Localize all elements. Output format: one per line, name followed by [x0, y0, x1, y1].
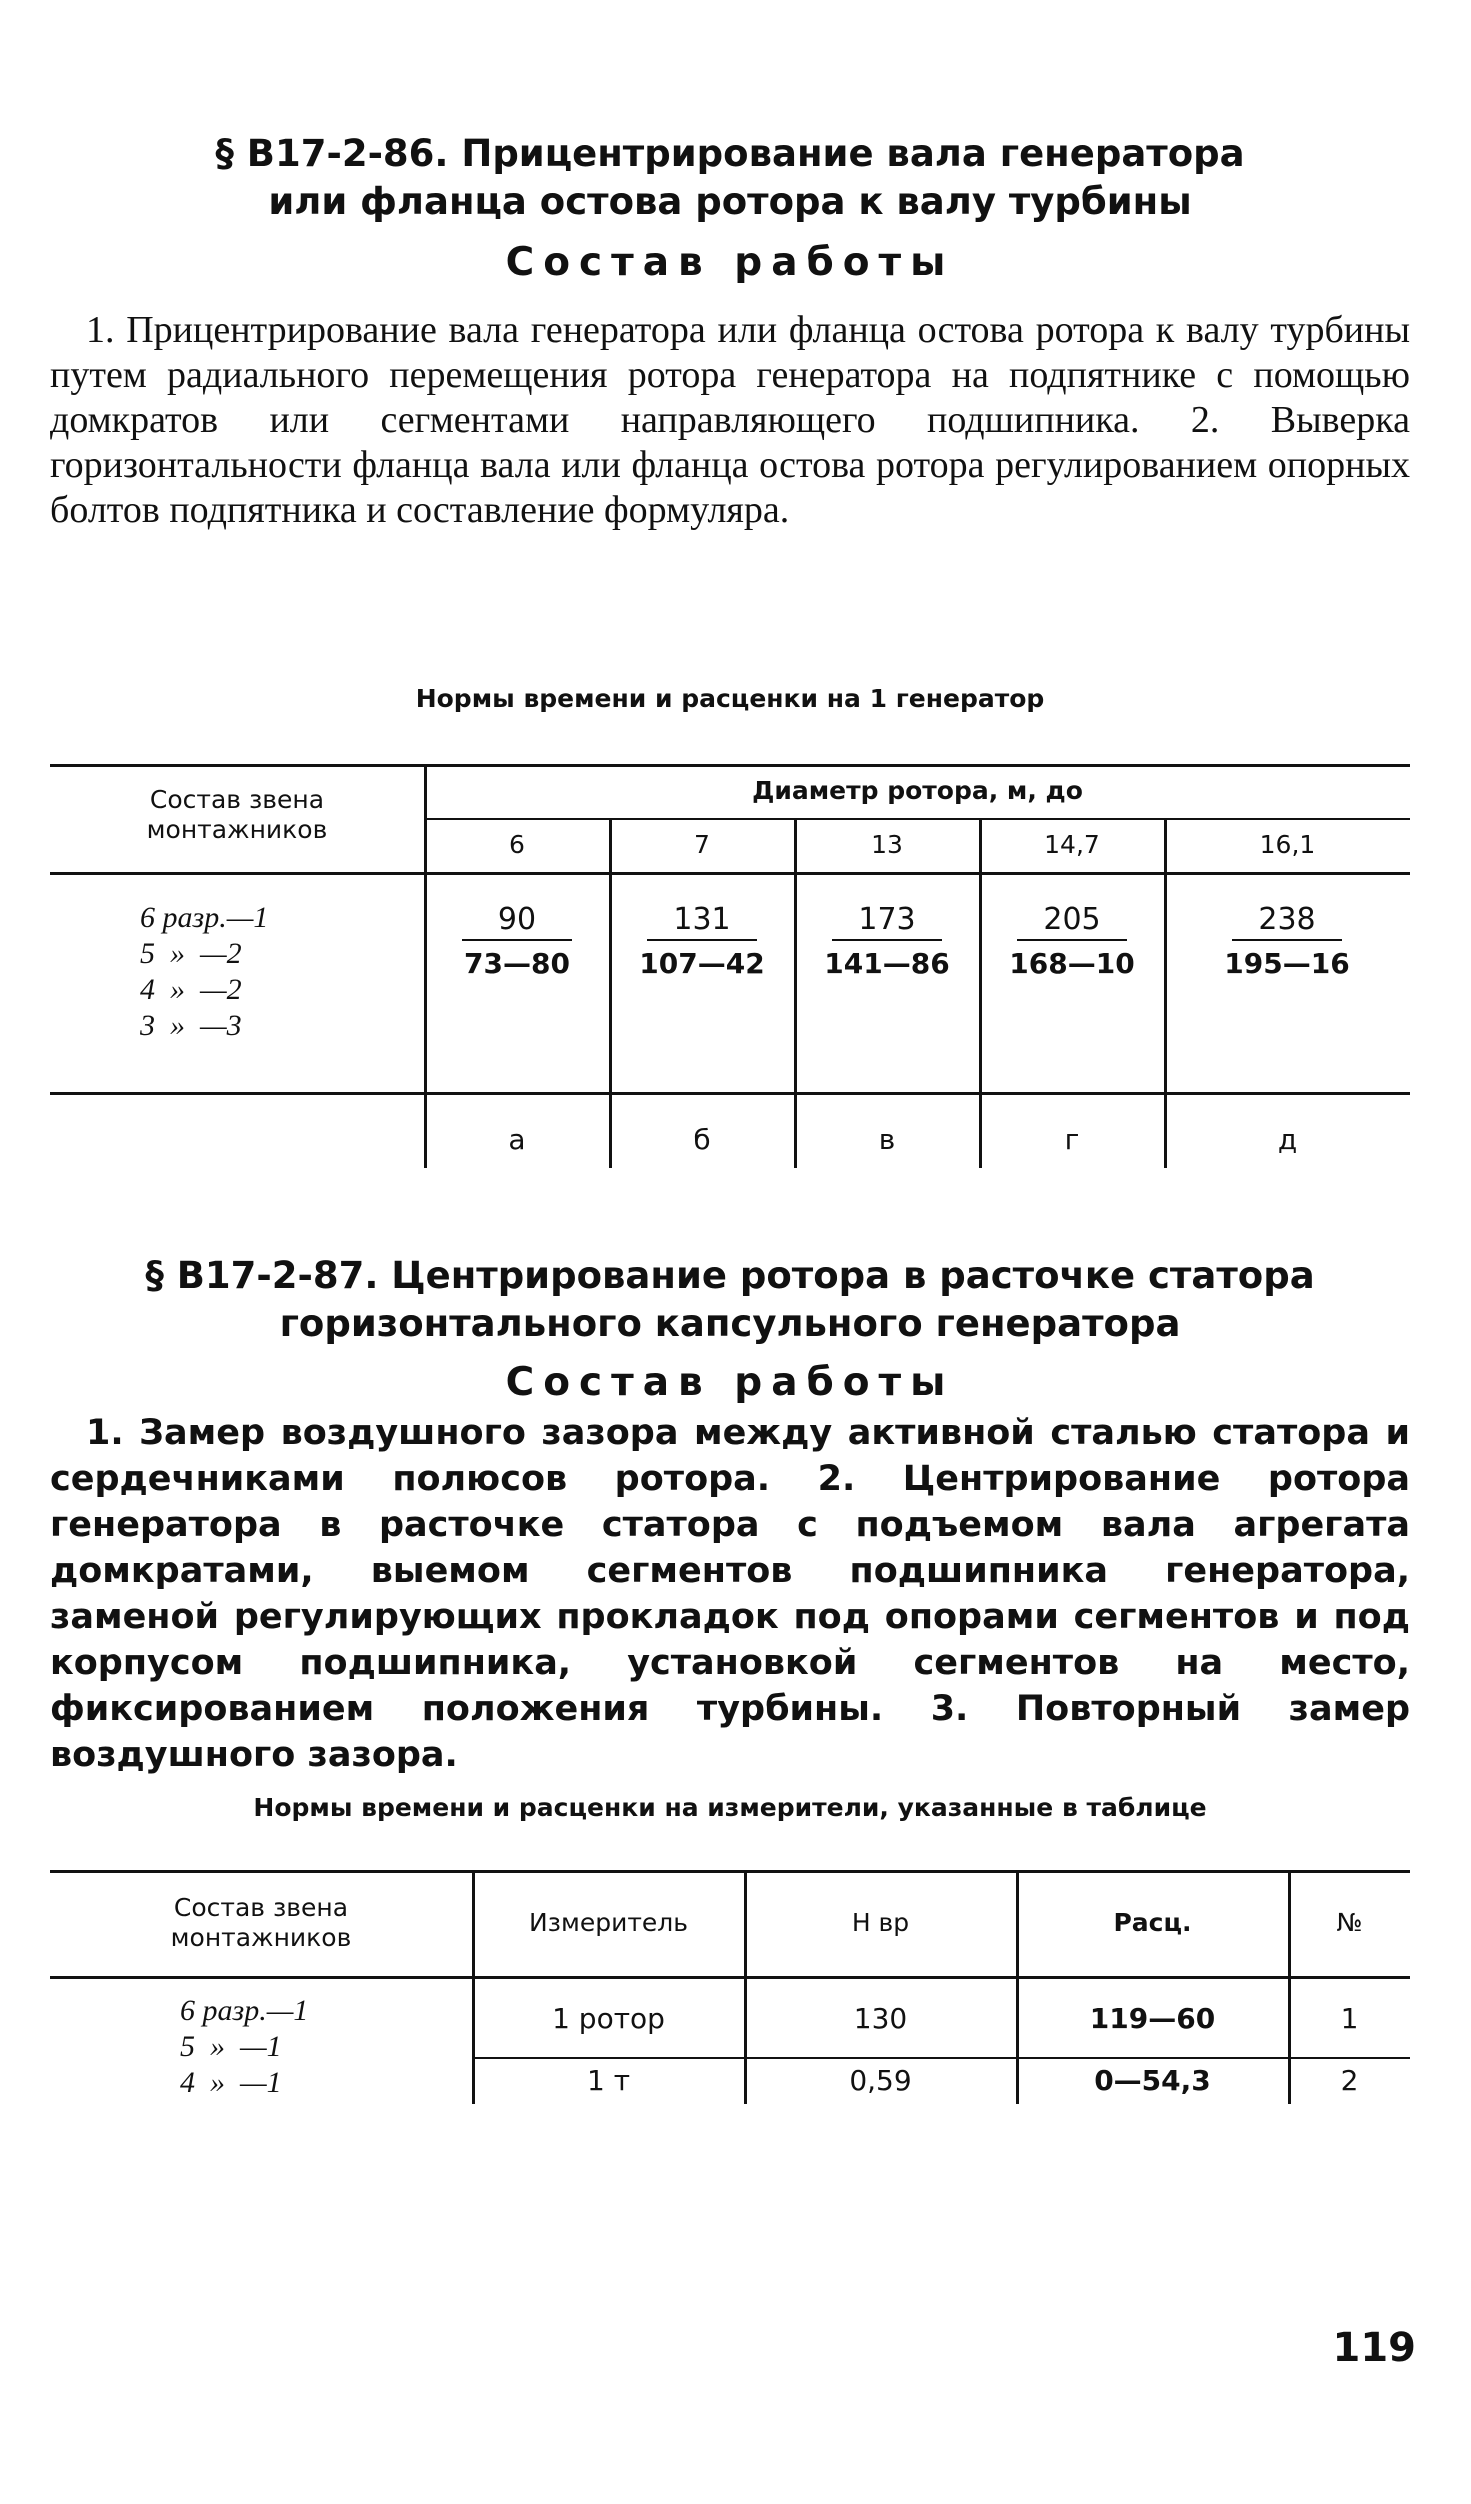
table1-price-b: 107—42: [639, 947, 765, 980]
table1-value-b: [612, 902, 792, 980]
table1-value-a: [427, 902, 607, 980]
table1-crew-row-2: 5 » —2: [140, 937, 242, 970]
table1-diameter-header: Диаметр ротора, м, до: [752, 776, 1083, 805]
table2-crew-row-3: 4 » —1: [180, 2066, 282, 2099]
table1-value-g: [982, 902, 1162, 980]
section-title-2-line-1: § В17-2-87. Центрирование ротора в расточке статора: [145, 1254, 1315, 1297]
table1-norm-v: 173: [832, 902, 942, 941]
work-heading-1: Состав работы: [505, 240, 955, 285]
table1-top-rule: [50, 764, 1410, 767]
table1-crew-row-1: 6 разр.—1: [140, 901, 269, 934]
section-title-1-line-2: или фланца остова ротора к валу турбины: [268, 180, 1192, 223]
table2-crew-row-1: 6 разр.—1: [180, 1994, 309, 2027]
table1-crew-header-line-1: Состав звена: [149, 785, 325, 814]
table1-letter-a: а: [508, 1123, 526, 1156]
table1-norm-a: 90: [462, 902, 572, 941]
table2-crew-header: [50, 1893, 472, 1953]
table1-diameter-14-7: 14,7: [1044, 830, 1100, 859]
table1-price-a: 73—80: [464, 947, 570, 980]
table2-norm-header: Н вр: [851, 1908, 910, 1937]
table1-value-v: [797, 902, 977, 980]
table2-top-rule: [50, 1870, 1410, 1873]
section-title-1-line-1: § В17-2-86. Прицентрирование вала генератора: [215, 132, 1245, 175]
table2-crew-header-line-1: Состав звена: [173, 1893, 349, 1922]
table2-row1-number: 1: [1340, 2002, 1359, 2035]
table1-vline-2: [609, 818, 612, 1168]
table1-letter-b: б: [693, 1123, 711, 1156]
table1-crew-header: [50, 785, 424, 845]
section-title-2-line-2: горизонтального капсульного генератора: [279, 1302, 1181, 1345]
table1-body-bottom-rule: [50, 1092, 1410, 1095]
table2-row2-price: 0—54,3: [1094, 2064, 1211, 2097]
table1-diameter-7: 7: [694, 830, 710, 859]
table1-crew-row-3: 4 » —2: [140, 973, 242, 1006]
table2-row1-norm: 130: [853, 2002, 908, 2035]
table1-letter-g: г: [1064, 1123, 1080, 1156]
table-caption-1: Нормы времени и расценки на 1 генератор: [415, 684, 1045, 713]
table2-price-header: Расц.: [1113, 1908, 1192, 1937]
table1-norm-d: 238: [1232, 902, 1342, 941]
table1-vline-3: [794, 818, 797, 1168]
table1-value-d: [1197, 902, 1377, 980]
section-title-1: [50, 130, 1410, 226]
table1-diameter-13: 13: [871, 830, 903, 859]
table1-crew-row-4: 3 » —3: [140, 1009, 242, 1042]
table1-vline-5: [1164, 818, 1167, 1168]
table2-number-header: №: [1336, 1908, 1363, 1937]
table2-header-bottom-rule: [50, 1976, 1410, 1979]
table1-norm-g: 205: [1017, 902, 1127, 941]
table1-crew-header-line-2: монтажников: [146, 815, 328, 844]
table-caption-2: Нормы времени и расценки на измерители, указанные в таблице: [253, 1793, 1207, 1822]
table2-crew-header-line-2: монтажников: [170, 1923, 352, 1952]
table2-row2-measure: 1 т: [586, 2064, 631, 2097]
table1-vline-4: [979, 818, 982, 1168]
table2-crew-row-2: 5 » —1: [180, 2030, 282, 2063]
table2-row2-number: 2: [1340, 2064, 1359, 2097]
table2-row1-price: 119—60: [1089, 2002, 1216, 2035]
table2-measure-header: Измеритель: [528, 1908, 688, 1937]
table1-norm-b: 131: [647, 902, 757, 941]
table1-letter-d: д: [1277, 1123, 1298, 1156]
table1-header-rule: [425, 818, 1410, 820]
table1-price-g: 168—10: [1009, 947, 1135, 980]
page-number: 119: [1332, 2325, 1416, 2371]
work-text-2: 1. Замер воздушного зазора между активной сталью статора и сердечниками полюсов ротора. 2. Центрирование ротора генератора в расточке статора с подъемом вала агрегата домкратами, выемом сегментов подшипника генератора, заменой регулирующих прокладок под опорами сегментов и под корпусом подшипника, установкой сегментов на место, фиксированием положения турбины. 3. Повторный замер воздушного зазора.: [50, 1413, 1410, 1775]
work-text-1: 1. Прицентрирование вала генератора или фланца остова ротора к валу турбины путем радиального перемещения ротора генератора на подпятнике с помощью домкратов или сегментами направляющего подшипника. 2. Выверка горизонтальности фланца вала или фланца остова ротора регулированием опорных болтов подпятника и составление формуляра.: [50, 309, 1410, 531]
table2-row2-norm: 0,59: [849, 2064, 912, 2097]
table2-row1-measure: 1 ротор: [552, 2002, 665, 2035]
table1-price-d: 195—16: [1224, 947, 1350, 980]
table1-price-v: 141—86: [824, 947, 950, 980]
table1-diameter-16-1: 16,1: [1259, 830, 1316, 859]
table1-header-bottom-rule: [50, 872, 1410, 875]
work-heading-2: Состав работы: [505, 1360, 955, 1405]
table1-diameter-6: 6: [509, 830, 525, 859]
table2-crew-list: [180, 1993, 308, 2101]
table1-crew-list: [140, 900, 268, 1044]
table1-letter-v: в: [878, 1123, 896, 1156]
section-title-2: [50, 1252, 1410, 1348]
table2-row-rule: [473, 2057, 1410, 2059]
